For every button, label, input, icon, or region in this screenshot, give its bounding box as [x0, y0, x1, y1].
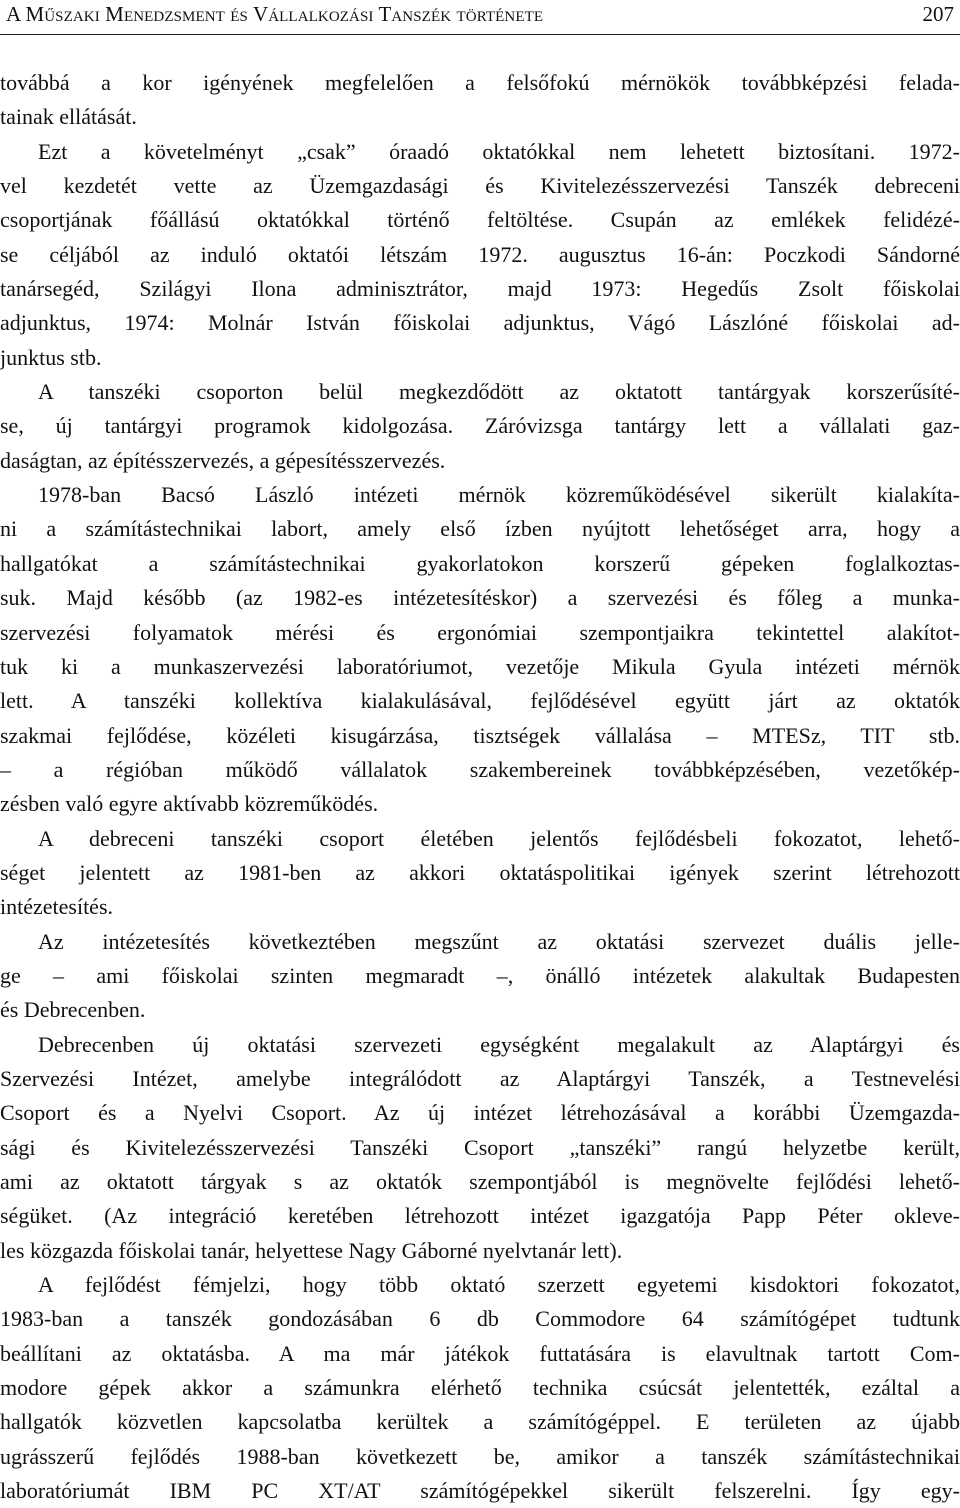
text-line: modore gépek akkor a számunkra elérhető technika csúcsát jelentették, ezáltal a: [0, 1375, 960, 1401]
text-line: ségüket. (Az integráció keretében létrehozott intézet igazgatója Papp Péter okleve-: [0, 1203, 960, 1229]
text-line: hallgatók közvetlen kapcsolatba kerültek a számítógéppel. E területen az újabb: [0, 1409, 960, 1435]
text-line: adjunktus, 1974: Molnár István főiskolai adjunktus, Vágó Lászlóné főiskolai ad-: [0, 310, 960, 336]
text-line: daságtan, az építésszervezés, a gépesítésszervezés.: [0, 447, 446, 473]
text-line: A debreceni tanszéki csoport életében jelentős fejlődésbeli fokozatot, lehető-: [38, 825, 960, 851]
text-line: tanársegéd, Szilágyi Ilona adminisztrátor, majd 1973: Hegedűs Zsolt főiskolai: [0, 276, 960, 302]
text-line: és Debrecenben.: [0, 997, 146, 1023]
text-line: A tanszéki csoporton belül megkezdődött az oktatott tantárgyak korszerűsíté-: [38, 379, 960, 405]
text-line: Debrecenben új oktatási szervezeti egységként megalakult az Alaptárgyi és: [38, 1031, 960, 1057]
text-line: se, új tantárgyi programok kidolgozása. Záróvizsga tantárgy lett a vállalati gaz-: [0, 413, 960, 439]
text-line: – a régióban működő vállalatok szakembereinek továbbképzésében, vezetőkép-: [0, 756, 960, 782]
text-line: továbbá a kor igényének megfelelően a felsőfokú mérnökök továbbképzési felada-: [0, 70, 960, 95]
text-line: A fejlődést fémjelzi, hogy több oktató szerzett egyetemi kisdoktori fokozatot,: [38, 1272, 960, 1298]
text-line: tuk ki a munkaszervezési laboratóriumot, vezetője Mikula Gyula intézeti mérnök: [0, 653, 960, 679]
text-line: sági és Kivitelezésszervezési Tanszéki Csoport „tanszéki” rangú helyzetbe került,: [0, 1134, 960, 1160]
text-line: hallgatókat a számítástechnikai gyakorlatokon korszerű gépeken foglalkoztas-: [0, 550, 960, 576]
text-line: beállítani az oktatásba. A ma már játékok futtatására is elavultnak tartott Com-: [0, 1340, 960, 1366]
text-line: vel kezdetét vette az Üzemgazdasági és Kivitelezésszervezési Tanszék debreceni: [0, 173, 960, 199]
text-line: Ezt a követelményt „csak” óraadó oktatókkal nem lehetett biztosítani. 1972-: [38, 138, 960, 164]
text-line: séget jelentett az 1981-ben az akkori oktatáspolitikai igények szerint létrehozott: [0, 859, 960, 885]
text-line: ami az oktatott tárgyak s az oktatók szempontjából is megnövelte fejlődési lehető-: [0, 1169, 960, 1194]
body-text: [0, 66, 960, 1508]
header-rule: [0, 34, 960, 35]
text-line: lett. A tanszéki kollektíva kialakulásával, fejlődésével együtt járt az oktatók: [0, 688, 960, 714]
text-line: Csoport és a Nyelvi Csoport. Az új intézet létrehozásával a korábbi Üzemgazda-: [0, 1100, 960, 1126]
text-line: junktus stb.: [0, 344, 102, 370]
text-line: suk. Majd később (az 1982-es intézetesítéskor) a szervezési és főleg a munka-: [0, 585, 960, 611]
text-line: 1978-ban Bacsó László intézeti mérnök közreműködésével sikerült kialakíta-: [38, 482, 960, 508]
text-line: intézetesítés.: [0, 894, 114, 920]
page-number: 207: [922, 2, 954, 26]
text-line: tainak ellátását.: [0, 104, 137, 130]
text-line: se céljából az induló oktatói létszám 1972. augusztus 16-án: Poczkodi Sándorné: [0, 241, 960, 267]
text-line: ni a számítástechnikai labort, amely első ízben nyújtott lehetőséget arra, hogy a: [0, 516, 960, 542]
text-line: szervezési folyamatok mérési és ergonómiai szempontjaikra tekintettel alakítot-: [0, 619, 960, 645]
running-title: A Műszaki Menedzsment és Vállalkozási Tanszék története: [6, 2, 544, 26]
text-line: ugrásszerű fejlődés 1988-ban következett be, amikor a tanszék számítástechnikai: [0, 1443, 960, 1469]
text-line: les közgazda főiskolai tanár, helyettese Nagy Gáborné nyelvtanár lett).: [0, 1237, 623, 1263]
text-line: zésben való egyre aktívabb közreműködés.: [0, 791, 379, 817]
text-line: szakmai fejlődése, közéleti kisugárzása, tisztségek vállalása – MTESz, TIT stb.: [0, 722, 960, 748]
running-header: [0, 0, 960, 35]
text-line: laboratóriumát IBM PC XT/AT számítógépekkel sikerült felszerelni. Így egy-: [0, 1478, 960, 1504]
text-line: Az intézetesítés következtében megszűnt az oktatási szervezet duális jelle-: [38, 928, 960, 954]
text-line: Szervezési Intézet, amelybe integrálódott az Alaptárgyi Tanszék, a Testnevelési: [0, 1065, 960, 1091]
text-line: ge – ami főiskolai szinten megmaradt –, önálló intézetek alakultak Budapesten: [0, 962, 960, 988]
text-line: 1983-ban a tanszék gondozásában 6 db Commodore 64 számítógépet tudtunk: [0, 1306, 960, 1332]
text-line: csoportjának főállású oktatókkal történő feltöltése. Csupán az emlékek felidézé-: [0, 207, 960, 233]
